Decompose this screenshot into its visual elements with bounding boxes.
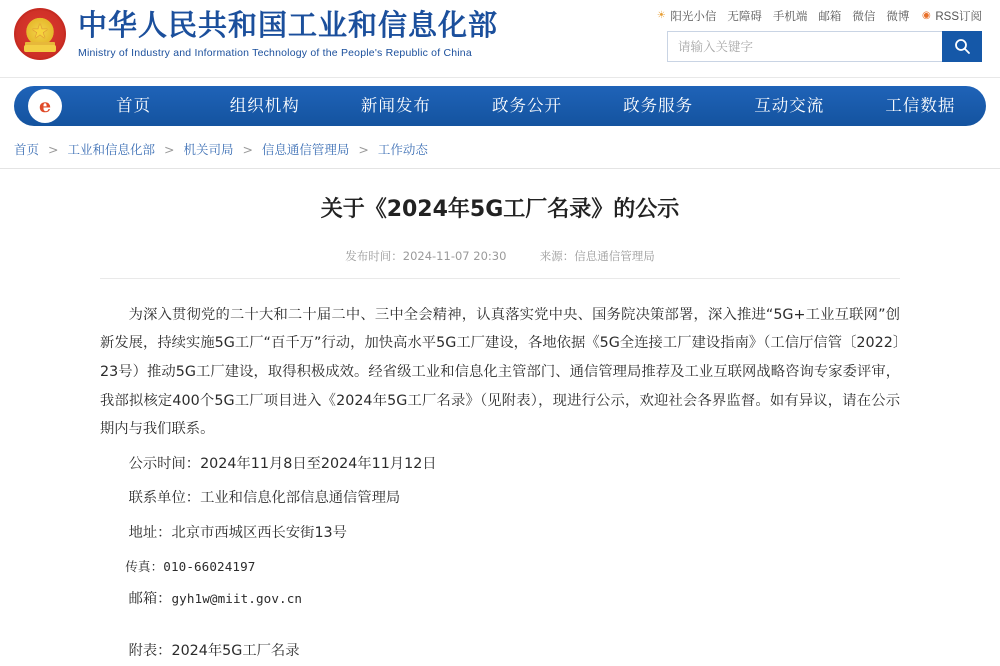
- article-paragraph-period: 公示时间：2024年11月8日至2024年11月12日: [128, 455, 437, 472]
- article-paragraph-contact-unit: 联系单位：工业和信息化部信息通信管理局: [128, 490, 401, 507]
- util-link-sunshine-label: 阳光小信: [670, 11, 717, 23]
- util-link-wechat[interactable]: [852, 8, 875, 24]
- site-title-english: Ministry of Industry and Information Technology of the People's Republic of China: [78, 46, 472, 59]
- site-logo-area[interactable]: [14, 8, 498, 60]
- nav-logo-icon[interactable]: [28, 89, 62, 123]
- util-link-weibo-label: 微博: [886, 11, 910, 23]
- nav-items: [68, 86, 986, 126]
- breadcrumb-separator: >: [48, 142, 59, 157]
- util-link-rss[interactable]: [920, 8, 982, 24]
- attachment-name[interactable]: 2024年5G工厂名录: [171, 643, 300, 660]
- article: [0, 169, 1000, 666]
- breadcrumb-wrapper: [0, 126, 1000, 169]
- search-icon: [954, 38, 971, 55]
- rss-icon: ◉: [921, 10, 931, 21]
- attachment-label: 附表：: [128, 643, 172, 660]
- nav-item-data[interactable]: 工信数据: [885, 96, 956, 115]
- nav-item-government-disclosure[interactable]: 政务公开: [491, 96, 562, 115]
- main-navigation: [14, 86, 986, 126]
- search-input[interactable]: [667, 31, 942, 62]
- breadcrumb-separator: >: [163, 142, 175, 157]
- site-title-chinese: 中华人民共和国工业和信息化部: [78, 8, 499, 43]
- main-navigation-wrapper: [0, 78, 1000, 126]
- publish-time-label: 发布时间：: [345, 248, 403, 263]
- breadcrumb: [14, 140, 986, 158]
- util-link-rss-label: RSS订阅: [935, 11, 982, 23]
- breadcrumb-item-ministry[interactable]: 工业和信息化部: [67, 142, 155, 157]
- util-link-accessibility-label: 无障碍: [727, 11, 762, 23]
- page-title: 关于《2024年5G工厂名录》的公示: [320, 197, 680, 222]
- article-paragraph-main: 为深入贯彻党的二十大和二十届二中、三中全会精神，认真落实党中央、国务院决策部署，深入推进“5G+工业互联网”创新发展，持续实施5G工厂“百千万”行动，加快高水平5G工厂建设，各地依据《5G全连接工厂建设指南》（工信厅信管〔2022〕23号）推动5G工厂建设，取得积极成效。经省级工业和信息化主管部门、通信管理局推荐及工业互联网战略咨询专家委评审，我部拟核定400个5G工厂项目进入《2024年5G工厂名录》（见附表），现进行公示，欢迎社会各界监督。如有异议，请在公示期内与我们联系。: [100, 306, 900, 438]
- article-meta: [100, 248, 900, 279]
- breadcrumb-separator: >: [358, 142, 369, 157]
- publish-time-value: 2024-11-07 20:30: [402, 248, 507, 263]
- nav-item-government-services[interactable]: 政务服务: [623, 96, 694, 115]
- util-link-mail-label: 邮箱: [818, 11, 842, 23]
- breadcrumb-item-current[interactable]: 工作动态: [377, 142, 428, 157]
- util-link-mobile[interactable]: [773, 8, 808, 24]
- nav-item-news[interactable]: 新闻发布: [360, 96, 431, 115]
- article-paragraph-address: 地址：北京市西城区西长安街13号: [128, 524, 347, 541]
- article-attachment: [100, 637, 900, 666]
- util-link-sunshine[interactable]: [655, 8, 716, 24]
- search-bar: [667, 31, 982, 62]
- util-link-wechat-label: 微信: [852, 11, 876, 23]
- breadcrumb-separator: >: [242, 142, 253, 157]
- breadcrumb-item-home[interactable]: 首页: [14, 142, 40, 157]
- utility-links: [655, 8, 982, 24]
- breadcrumb-item-bureau[interactable]: 信息通信管理局: [261, 142, 350, 157]
- sun-icon: ☀: [656, 10, 666, 21]
- national-emblem-icon: [14, 8, 66, 60]
- source-label: 来源：: [539, 248, 575, 263]
- util-link-mobile-label: 手机端: [772, 11, 808, 23]
- article-paragraph-fax: 传真：010-66024197: [125, 558, 256, 574]
- nav-item-organization[interactable]: 组织机构: [229, 96, 300, 115]
- email-label: 邮箱：: [128, 590, 172, 607]
- nav-logo-letter: e: [38, 94, 52, 117]
- article-body: [100, 301, 900, 666]
- nav-item-home[interactable]: 首页: [116, 96, 152, 115]
- email-value: gyh1w@miit.gov.cn: [171, 590, 303, 606]
- nav-item-interaction[interactable]: 互动交流: [754, 96, 825, 115]
- util-link-weibo[interactable]: [886, 8, 909, 24]
- breadcrumb-item-departments[interactable]: 机关司局: [183, 142, 234, 157]
- util-link-mail[interactable]: [818, 8, 841, 24]
- site-header: [0, 0, 1000, 78]
- search-button[interactable]: [942, 31, 982, 62]
- source-value: 信息通信管理局: [574, 248, 655, 263]
- article-paragraph-email: [100, 585, 900, 614]
- util-link-accessibility[interactable]: [727, 8, 762, 24]
